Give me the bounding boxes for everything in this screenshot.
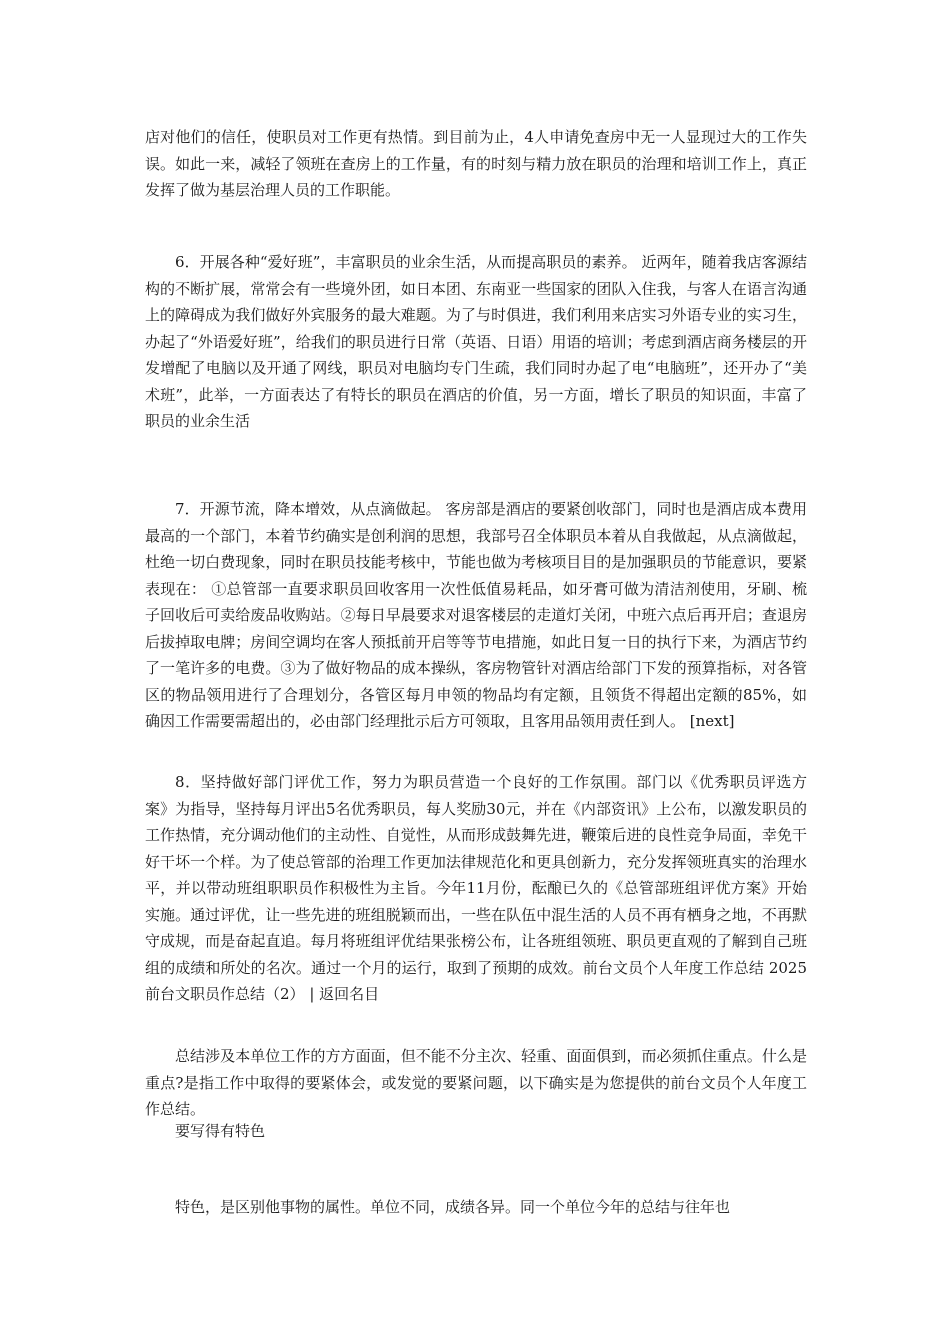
- paragraph-item-7: 7．开源节流，降本增效，从点滴做起。 客房部是酒店的要紧创收部门，同时也是酒店成本费用最高的一个部门，本着节约确实是创利润的思想，我部号召全体职员本着从自我做起，从点滴做起，杜绝一切白费现象，同时在职员技能考核中，节能也做为考核项目目的是加强职员的节能意识，要紧表现在： ①总管部一直要求职员回收客用一次性低值易耗品，如牙膏可做为清洁剂使用，牙刷、梳子回收后可卖给废品收购站。②每日早晨要求对退客楼层的走道灯关闭，中班六点后再开启；查退房后拔掉取电牌；房间空调均在客人预抵前开启等等节电措施，如此日复一日的执行下来，为酒店节约了一笔许多的电费。③为了做好物品的成本操纵，客房物管针对酒店给部门下发的预算指标，对各管区的物品领用进行了合理划分，各管区每月申领的物品均有定额，且领货不得超出定额的85%，如确因工作需要需超出的，必由部门经理批示后方可领取，且客用品领用责任到人。 [next]: [145, 500, 807, 730]
- paragraph-continued: 店对他们的信任，使职员对工作更有热情。到目前为止，4人申请免查房中无一人显现过大的工作失误。如此一来，减轻了领班在查房上的工作量，有的时刻与精力放在职员的治理和培训工作上，真正发挥了做为基层治理人员的工作职能。: [145, 128, 807, 199]
- paragraph-features: 特色，是区别他事物的属性。单位不同，成绩各异。同一个单位今年的总结与往年也: [175, 1198, 731, 1216]
- paragraph-item-8: 8．坚持做好部门评优工作，努力为职员营造一个良好的工作氛围。部门以《优秀职员评选方案》为指导，坚持每月评出5名优秀职员，每人奖励30元，并在《内部资讯》上公布，以激发职员的工作热情，充分调动他们的主动性、自觉性，从而形成鼓舞先进，鞭策后进的良性竞争局面，幸免干好干坏一个样。为了使总管部的治理工作更加法律规范化和更具创新力，充分发挥领班真实的治理水平，并以带动班组职职员作积极性为主旨。今年11月份，酝酿已久的《总管部班组评优方案》开始实施。通过评优，让一些先进的班组脱颖而出，一些在队伍中混生活的人员不再有栖身之地，不再默守成规，而是奋起直追。每月将班组评优结果张榜公布，让各班组领班、职员更直观的了解到自己班组的成绩和所处的名次。通过一个月的运行，取到了预期的成效。前台文员个人年度工作总结 2025前台文职员作总结（2） | 返回名目: [145, 773, 807, 1003]
- paragraph-summary-intro: 总结涉及本单位工作的方方面面，但不能不分主次、轻重、面面俱到，而必须抓住重点。什么是重点?是指工作中取得的要紧体会，或发觉的要紧问题，以下确实是为您提供的前台文员个人年度工作总结。: [145, 1047, 807, 1118]
- section-heading: 要写得有特色: [175, 1122, 266, 1140]
- paragraph-item-6: 6．开展各种“爱好班”，丰富职员的业余生活，从而提高职员的素养。 近两年，随着我店客源结构的不断扩展，常常会有一些境外团，如日本团、东南亚一些国家的团队入住我，与客人在语言沟通上的障碍成为我们做好外宾服务的最大难题。为了与时俱进，我们利用来店实习外语专业的实习生，办起了“外语爱好班”，给我们的职员进行日常（英语、日语）用语的培训；考虑到酒店商务楼层的开发增配了电脑以及开通了网线，职员对电脑均专门生疏，我们同时办起了电“电脑班”，还开办了“美术班”，此举，一方面表达了有特长的职员在酒店的价值，另一方面，增长了职员的知识面，丰富了职员的业余生活: [145, 253, 807, 430]
